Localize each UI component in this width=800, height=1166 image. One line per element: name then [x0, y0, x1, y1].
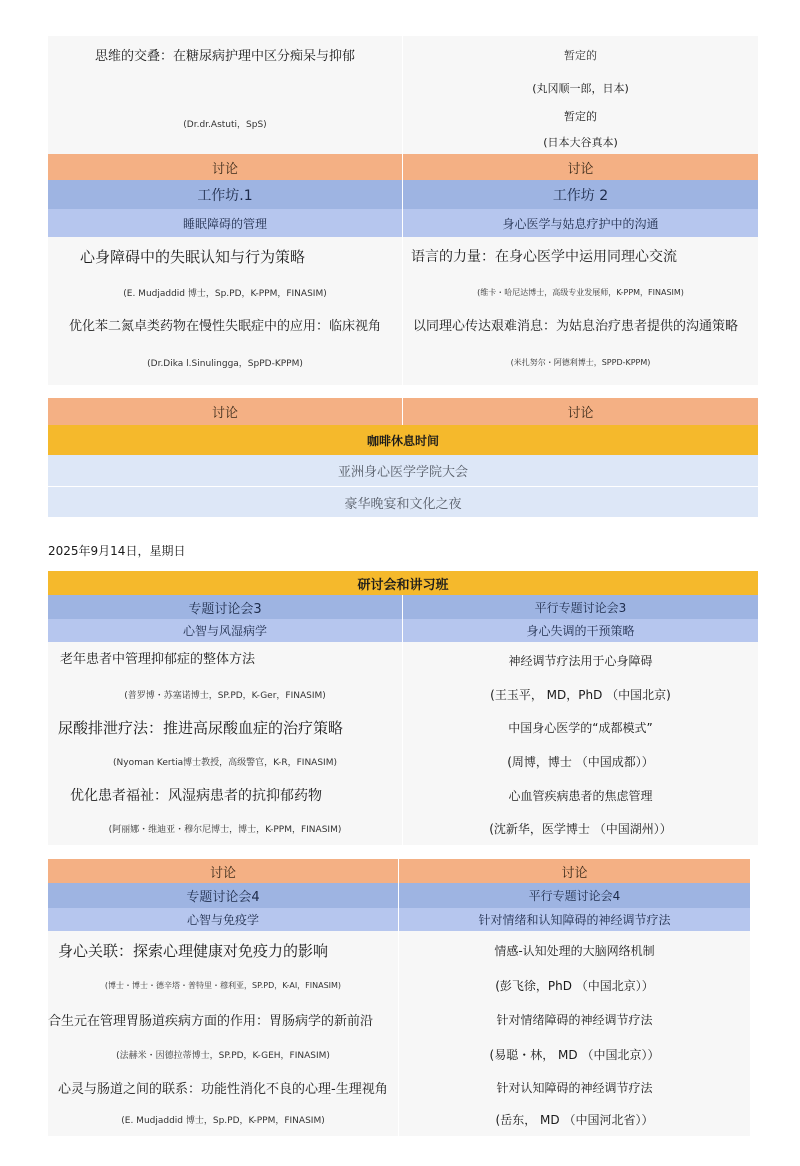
- day2-symposium-table: [48, 571, 758, 845]
- table-row: [48, 812, 758, 845]
- workshop-subtitle: 睡眠障碍的管理: [48, 209, 403, 237]
- symposium-title: 平行专题讨论会3: [534, 600, 627, 615]
- talk-title: 尿酸排泄疗法：推进高尿酸血症的治疗策略: [48, 710, 403, 744]
- speaker-name: (Dr.dr.Astuti，SpS): [48, 102, 403, 130]
- talk-title: 心身障碍中的失眠认知与行为策略: [48, 237, 403, 275]
- symposium-title: 专题讨论会4: [48, 883, 399, 908]
- table-row: [48, 102, 758, 130]
- symposium-title: 平行专题讨论会4: [528, 889, 621, 903]
- table-row: [48, 1071, 750, 1103]
- talk-title: 优化苯二氮卓类药物在慢性失眠症中的应用：临床视角: [48, 309, 403, 339]
- workshop-title: 工作坊 2: [552, 187, 609, 204]
- talk-title: 神经调节疗法用于心身障碍: [508, 653, 653, 668]
- gala-dinner-label: 豪华晚宴和文化之夜: [344, 496, 462, 512]
- talk-title: 心血管疾病患者的焦虑管理: [508, 788, 653, 803]
- speaker-name: (丸冈顺一郎，日本): [532, 82, 629, 95]
- table-row: [48, 969, 750, 1001]
- speaker-name: (彭飞徐，PhD （中国北京））: [495, 978, 654, 993]
- coffee-break-label: 咖啡休息时间: [366, 433, 439, 448]
- day1-schedule-table: [48, 36, 758, 385]
- table-row: [48, 36, 758, 74]
- table-row: [48, 744, 758, 778]
- workshop-row: [48, 180, 758, 209]
- speaker-name: (周博，博士 （中国成都））: [507, 754, 654, 769]
- discussion-row: [48, 398, 758, 425]
- workshop-subtitle-row: [48, 209, 758, 237]
- discussion-label: 讨论: [48, 154, 403, 180]
- talk-title: 心灵与肠道之间的联系：功能性消化不良的心理-生理视角: [48, 1071, 399, 1103]
- speaker-name: (岳东， MD （中国河北省））: [495, 1113, 654, 1127]
- discussion-label: 讨论: [567, 406, 594, 421]
- talk-title: 中国身心医学的“成都模式”: [508, 720, 653, 735]
- discussion-label: 讨论: [561, 865, 588, 881]
- table-row: [48, 1037, 750, 1071]
- discussion-label: 讨论: [48, 398, 403, 425]
- gala-row: [48, 487, 758, 517]
- discussion-label: 讨论: [48, 859, 399, 883]
- talk-title: 身心关联：探索心理健康对免疫力的影响: [48, 931, 399, 969]
- speaker-name: (Nyoman Kertia博士教授，高级警官，K-R，FINASIM): [48, 744, 403, 778]
- talk-title: 合生元在管理胃肠道疾病方面的作用：胃肠病学的新前沿: [48, 1001, 399, 1037]
- speaker-name: (日本大谷真本): [543, 136, 618, 149]
- speaker-name: (阿丽娜・维迪亚・穆尔尼博士，博士，K-PPM，FINASIM): [48, 812, 403, 845]
- symposium-subtitle: 身心失调的干预策略: [526, 624, 635, 638]
- assembly-label: 亚洲身心医学学院大会: [337, 465, 468, 480]
- workshop-title: 工作坊.1: [48, 180, 403, 209]
- table-row: [48, 275, 758, 309]
- table-row: [48, 678, 758, 710]
- date-heading: 2025年9月14日，星期日: [48, 544, 186, 558]
- symposium-subtitle-row: [48, 619, 758, 642]
- speaker-name: (E. Mudjaddid 博士，Sp.PD，K-PPM，FINASIM): [48, 275, 403, 309]
- assembly-row: [48, 455, 758, 487]
- table-row: [48, 642, 758, 678]
- speaker-name: (米扎努尔・阿德利博士，SPPD-KPPM): [510, 357, 651, 367]
- talk-title: 针对认知障碍的神经调节疗法: [496, 1080, 653, 1095]
- table-row: [48, 710, 758, 744]
- table-row: [48, 309, 758, 339]
- discussion-row: [48, 859, 750, 883]
- table-row: [48, 237, 758, 275]
- talk-title: 语言的力量：在身心医学中运用同理心交流: [411, 249, 677, 265]
- tentative-label: 暂定的: [564, 110, 597, 123]
- symposium-row: [48, 883, 750, 908]
- symposium-subtitle-row: [48, 908, 750, 931]
- evening-schedule-table: [48, 398, 758, 517]
- talk-title: 老年患者中管理抑郁症的整体方法: [48, 642, 403, 678]
- symposium-subtitle: 针对情绪和认知障碍的神经调节疗法: [478, 913, 671, 927]
- talk-title: 优化患者福祉：风湿病患者的抗抑郁药物: [48, 778, 403, 812]
- table-row: [48, 130, 758, 154]
- coffee-break-row: [48, 425, 758, 455]
- discussion-row: [48, 154, 758, 180]
- talk-title: 情感-认知处理的大脑网络机制: [494, 943, 655, 958]
- speaker-name: (Dr.Dika l.Sinulingga，SpPD-KPPM): [48, 339, 403, 385]
- speaker-name: (普罗博・苏塞诺博士，SP.PD，K-Ger，FINASIM): [48, 678, 403, 710]
- day2-symposium4-table: [48, 859, 750, 1136]
- symposium-row: [48, 595, 758, 619]
- tentative-label: 暂定的: [564, 49, 597, 62]
- discussion-label: 讨论: [567, 161, 594, 177]
- section-header: 研讨会和讲习班: [357, 577, 449, 593]
- symposium-title: 专题讨论会3: [48, 595, 403, 619]
- speaker-name: (E. Mudjaddid 博士，Sp.PD，K-PPM，FINASIM): [48, 1103, 399, 1136]
- speaker-name: (法赫米・因德拉蒂博士，SP.PD，K-GEH，FINASIM): [48, 1037, 399, 1071]
- speaker-name: (易聪・林， MD （中国北京））: [489, 1047, 660, 1062]
- table-row: [48, 1103, 750, 1136]
- speaker-name: (王玉平， MD，PhD （中国北京): [490, 687, 671, 702]
- talk-title: 针对情绪障碍的神经调节疗法: [496, 1012, 653, 1027]
- speaker-name: (沈新华，医学博士 （中国湖州））: [489, 822, 672, 836]
- symposium-subtitle: 心智与免疫学: [48, 908, 399, 931]
- table-row: [48, 339, 758, 385]
- talk-title: 以同理心传达艰难消息：为姑息治疗患者提供的沟通策略: [413, 318, 739, 334]
- speaker-name: (维卡・哈尼达博士，高级专业发展师，K-PPM，FINASIM): [477, 287, 684, 297]
- table-row: [48, 1001, 750, 1037]
- table-row: [48, 931, 750, 969]
- table-row: [48, 74, 758, 102]
- table-row: [48, 778, 758, 812]
- workshop-subtitle: 身心医学与姑息疗护中的沟通: [502, 216, 659, 231]
- talk-title: 思维的交叠：在糖尿病护理中区分痴呆与抑郁: [48, 36, 403, 74]
- symposium-subtitle: 心智与风湿病学: [48, 619, 403, 642]
- section-header-row: [48, 571, 758, 595]
- speaker-name: (博士・博士・德辛塔・普特里・穆利亚，SP.PD，K-AI，FINASIM): [48, 969, 399, 1001]
